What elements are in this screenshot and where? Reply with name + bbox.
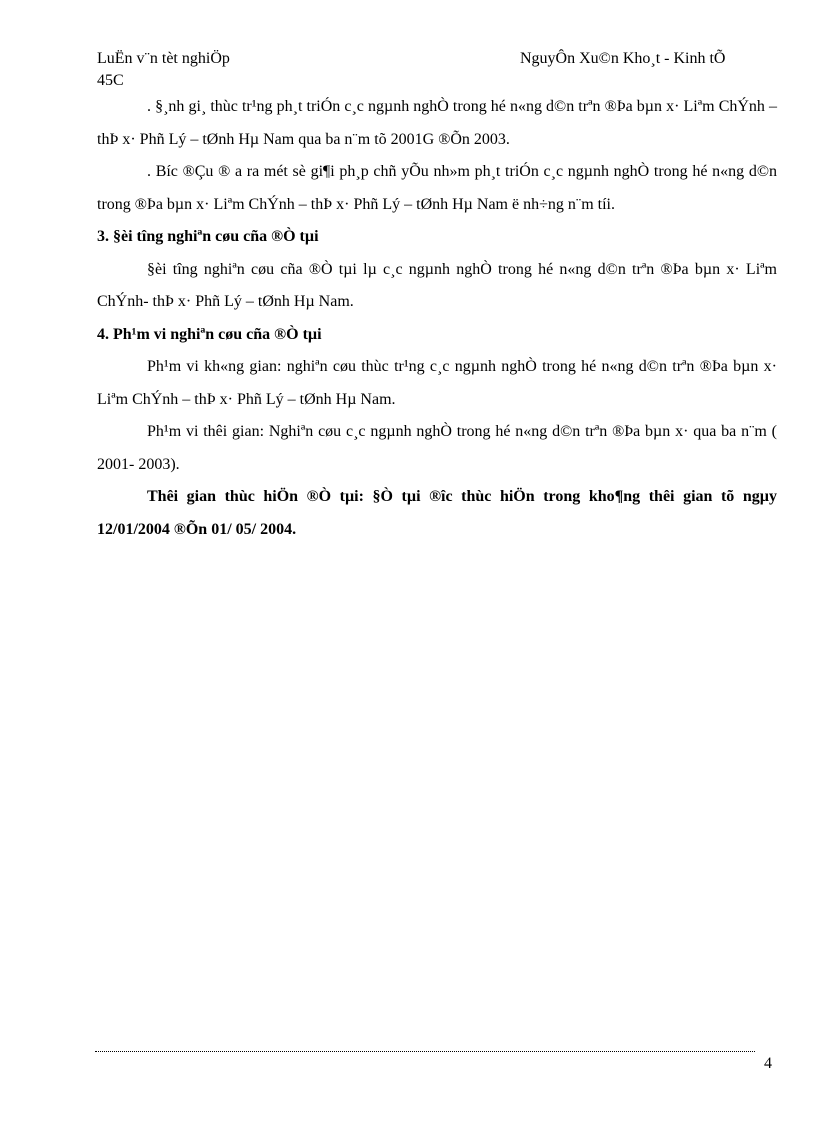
objective-solutions: . Bíc ®Çu ® a ra mét sè gi¶i ph¸p chñ yÕu nh»m ph¸t triÓn c¸c ngµnh nghÒ trong hé n«ng d©n trong ®Þa bµn x· Liªm ChÝnh – thÞ x· Phñ Lý – tØnh Hµ Nam ë nh÷ng n¨m tíi. — [97, 163, 777, 213]
section-4-heading: 4. Ph¹m vi nghiªn cøu cña ®Ò tµi — [97, 325, 322, 343]
header-class: 45C — [97, 72, 124, 89]
section-3-text: §èi tîng nghiªn cøu cña ®Ò tµi lµ c¸c ngµnh nghÒ trong hé n«ng d©n trªn ®Þa bµn x· Liªm ChÝnh- thÞ x· Phñ Lý – tØnh Hµ Nam. — [97, 260, 777, 310]
scope-space-paragraph: Ph¹m vi kh«ng gian: nghiªn cøu thùc tr¹ng c¸c ngµnh nghÒ trong hé n«ng d©n trªn ®Þa bµn x· Liªm ChÝnh – thÞ x· Phñ Lý – tØnh Hµ Nam. — [97, 358, 777, 408]
objective-assessment: . §¸nh gi¸ thùc tr¹ng ph¸t triÓn c¸c ngµnh nghÒ trong hé n«ng d©n trªn ®Þa bµn x· Liªm ChÝnh – thÞ x· Phñ Lý – tØnh Hµ Nam qua ba n¨m tõ 2001G ®Õn 2003. — [97, 98, 777, 148]
header-thesis-title: LuËn v¨n tèt nghiÖp — [97, 50, 230, 67]
header-author: NguyÔn Xu©n Kho¸t - Kinh tÕ — [520, 50, 726, 67]
section-3-heading: 3. §èi tîng nghiªn cøu cña ®Ò tµi — [97, 228, 319, 245]
duration-paragraph: Thêi gian thùc hiÖn ®Ò tµi: §Ò tµi ®îc thùc hiÖn trong kho¶ng thêi gian tõ ngµy 12/01/2004 ®Õn 01/ 05/ 2004. — [97, 488, 777, 538]
document-body — [97, 91, 777, 546]
page-header — [97, 48, 777, 92]
footer-divider — [95, 1051, 755, 1052]
page-number: 4 — [764, 1055, 772, 1072]
scope-time-paragraph: Ph¹m vi thêi gian: Nghiªn cøu c¸c ngµnh nghÒ trong hé n«ng d©n trªn ®Þa bµn x· qua ba n¨m ( 2001- 2003). — [97, 423, 777, 473]
